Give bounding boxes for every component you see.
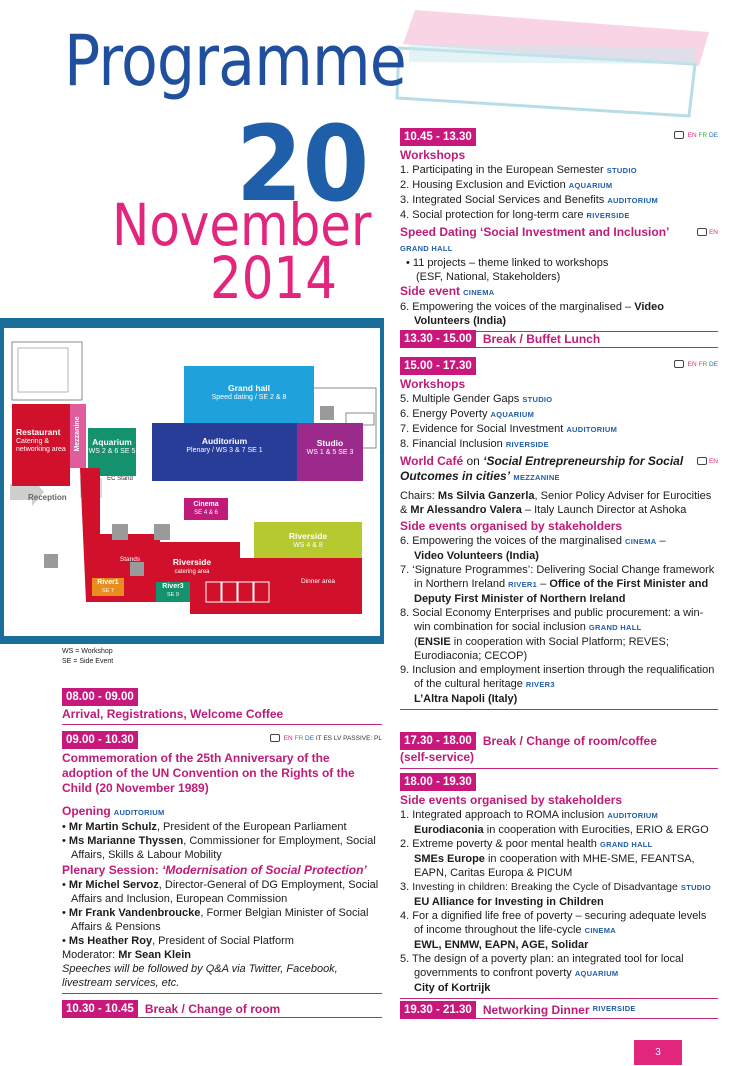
item-text: The design of a poverty plan: an integrated tool for local governments to confront poverty (412, 953, 684, 979)
speaker-name: Mr Martin Schulz (68, 821, 157, 833)
plenary-heading (62, 863, 382, 878)
session-timebar (62, 731, 382, 749)
speaker-name: Ms Heather Roy (68, 935, 153, 947)
item-number: 7. (400, 423, 410, 435)
lang: EN (708, 458, 718, 465)
venue-tag: STUDIO (680, 883, 712, 892)
lang: DE (305, 735, 315, 742)
session-timebar (400, 1001, 718, 1019)
session-time: 10.30 - 10.45 (62, 1000, 138, 1018)
interpretation-icon (270, 734, 280, 742)
session-title: Networking Dinner (482, 1003, 590, 1017)
side-event-item (400, 952, 718, 995)
session-time: 15.00 - 17.30 (400, 357, 476, 375)
item-text: ‘Signature Programmes’: Delivering Social Change framework in Northern Ireland (412, 564, 715, 590)
session-time: 08.00 - 09.00 (62, 688, 138, 706)
map-stands (110, 556, 150, 566)
session-time: 13.30 - 15.00 (400, 330, 476, 348)
session-title: Commemoration of the 25th Anniversary of the adoption of the UN Convention on the Rights of the Child (20 November 1989) (62, 751, 355, 795)
item-number: 1. (400, 809, 410, 821)
item-org: Eurodiaconia (414, 824, 484, 836)
side-event-heading: Side event (400, 284, 461, 298)
venue-tag: AUDITORIUM (607, 196, 659, 205)
speaker-role: , Commissioner for Employment, Social Affairs, Skills & Labour Mobility (71, 835, 376, 861)
room-name: Riverside (288, 531, 328, 541)
divider (400, 709, 718, 710)
lang: EN (708, 229, 718, 236)
room-sub: Catering & networking area (16, 437, 66, 453)
session-1045 (400, 128, 718, 332)
map-corridor (0, 318, 384, 644)
workshop-item (400, 193, 718, 208)
session-timebar (62, 1000, 382, 1018)
venue-tag: CINEMA (584, 926, 616, 935)
item-number: 6. (400, 301, 410, 313)
item-text: Multiple Gender Gaps (412, 393, 520, 405)
opening-label: Opening (62, 804, 111, 818)
lang: EN (687, 132, 697, 139)
room-name: Grand hall (227, 383, 271, 393)
item-number: 3. (400, 881, 410, 893)
session-title: Break / Change of room/coffee (482, 734, 657, 748)
room-sub: WS 1 & 5 SE 3 (306, 448, 354, 456)
map-reception (28, 493, 88, 507)
item-text: Inclusion and employment insertion through the requalification of the cultural heritage (412, 664, 715, 690)
map-dinner-area (290, 578, 346, 588)
session-1030 (62, 1000, 382, 1018)
room-sub: SE 4 & 6 (194, 510, 218, 517)
venue-tag: MEZZANINE (513, 473, 560, 482)
item-text: Integrated approach to ROMA inclusion (412, 809, 605, 821)
session-timebar (400, 773, 718, 791)
reception-label: Reception (28, 493, 67, 502)
map-room-river3 (156, 582, 190, 602)
item-suffix: – (656, 535, 666, 547)
item-number: 4. (400, 209, 410, 221)
room-sub: Speed dating / SE 2 & 8 (211, 393, 287, 401)
item-text: Integrated Social Services and Benefits (412, 194, 605, 206)
side-event-item (400, 300, 718, 328)
session-title: Break / Buffet Lunch (482, 332, 601, 346)
item-number: 3. (400, 194, 410, 206)
room-name: River3 (162, 583, 184, 590)
item-text: Extreme poverty & poor mental health (412, 838, 597, 850)
lang: IT (315, 735, 322, 742)
speaker-role: , President of Social Platform (152, 935, 294, 947)
venue-tag: RIVER3 (525, 680, 555, 689)
world-cafe-on: on (463, 454, 484, 468)
item-number: 8. (400, 607, 410, 619)
speaker-item: • Ms Heather Roy, President of Social Platform (62, 935, 294, 947)
session-1500 (400, 357, 718, 710)
lang: LV (333, 735, 342, 742)
divider (400, 768, 718, 769)
venue-tag: GRAND HALL (588, 623, 642, 632)
legend-ws: WS = Workshop (62, 648, 113, 655)
side-event-item (400, 534, 718, 563)
item-org: City of Kortrijk (414, 982, 491, 994)
session-1930 (400, 1001, 718, 1019)
room-name: Cinema (193, 501, 219, 508)
page-title: Programme (64, 20, 406, 102)
item-number: 5. (400, 953, 410, 965)
item-text: Social protection for long-term care (412, 209, 584, 221)
side-event-item (400, 563, 718, 606)
session-time: 18.00 - 19.30 (400, 773, 476, 791)
moderator-label: Moderator: (62, 949, 119, 961)
world-cafe-title: ‘Social Entrepreneurship for Social Outcomes in cities’ (400, 454, 684, 483)
chairs (400, 489, 718, 517)
session-1730 (400, 732, 718, 769)
plenary-title: ‘Modernisation of Social Protection’ (162, 863, 367, 877)
workshop-item (400, 208, 718, 223)
interpretation-icon (697, 228, 707, 236)
room-name: Aquarium (92, 437, 132, 447)
venue-tag: RIVERSIDE (586, 211, 630, 220)
workshops-heading: Workshops (400, 148, 466, 162)
speaker-name: Mr Michel Servoz (68, 879, 159, 891)
divider (62, 724, 382, 725)
session-time: 10.45 - 13.30 (400, 128, 476, 146)
item-number: 8. (400, 438, 410, 450)
room-name: Restaurant (16, 427, 61, 437)
item-number: 7. (400, 564, 410, 576)
venue-tag: STUDIO (606, 166, 637, 175)
item-org-rest: in cooperation with Eurocities, ERIO & ERGO (483, 824, 709, 836)
workshop-item (400, 178, 718, 193)
item-text: Financial Inclusion (412, 438, 503, 450)
side-events-heading: Side events organised by stakeholders (400, 793, 623, 807)
workshops-heading: Workshops (400, 377, 466, 391)
workshop-item (400, 437, 718, 452)
speaker-item: • Ms Marianne Thyssen, Commissioner for Employment, Social Affairs, Skills & Labour Mobility (62, 835, 376, 861)
moderator-name: Mr Sean Klein (118, 949, 191, 961)
session-1330 (400, 330, 718, 348)
item-org: ENSIE (417, 636, 451, 648)
session-note: Speeches will be followed by Q&A via Twitter, Facebook, livestream services, etc. (62, 963, 338, 989)
legend-se: SE = Side Event (62, 658, 114, 665)
venue-tag: GRAND HALL (400, 244, 453, 253)
side-event-item (400, 909, 718, 952)
map-riverside-catering (160, 558, 224, 580)
chair-name: Mr Alessandro Valera (410, 504, 522, 516)
map-room-river1 (92, 578, 124, 596)
side-event-item (400, 606, 718, 663)
item-number: 2. (400, 838, 410, 850)
venue-tag: AUDITORIUM (113, 808, 165, 817)
session-timebar (400, 128, 718, 146)
speaker-role: , Director-General of DG Employment, Social Affairs and Inclusion, European Commission (71, 879, 379, 905)
item-number: 1. (400, 164, 410, 176)
venue-tag: GRAND HALL (599, 840, 653, 849)
item-number: 9. (400, 664, 410, 676)
workshop-item (400, 407, 718, 422)
session-title: Arrival, Registrations, Welcome Coffee (62, 707, 284, 721)
date-month: November (112, 191, 372, 259)
map-legend (62, 647, 113, 667)
session-0800 (62, 688, 382, 725)
speed-dating-heading (400, 225, 718, 240)
session-1800 (400, 773, 718, 999)
session-timebar (400, 357, 718, 375)
workshop-item (400, 392, 718, 407)
lang: EN (687, 361, 697, 368)
item-org-rest: in cooperation with Social Platform; REVES; Eurodiaconia; CECOP) (414, 636, 669, 662)
item-text: Housing Exclusion and Eviction (412, 179, 566, 191)
venue-tag: RIVERSIDE (592, 1004, 636, 1013)
item-org: Video Volunteers (India) (414, 301, 664, 327)
item-text: Empowering the voices of the marginalised – (412, 301, 635, 313)
venue-tag: RIVER1 (508, 580, 538, 589)
workshop-item (400, 163, 718, 178)
side-event-item (400, 663, 718, 706)
session-timebar (400, 732, 718, 750)
room-sub: WS 2 & 6 SE 5 (88, 447, 136, 455)
item-text: Participating in the European Semester (412, 164, 604, 176)
language-list (674, 359, 718, 371)
side-events-heading: Side events organised by stakeholders (400, 519, 623, 533)
room-sub: catering area (174, 568, 210, 575)
speaker-role: , President of the European Parliament (156, 821, 347, 833)
item-number: 4. (400, 910, 410, 922)
item-org: EWL, ENMW, EAPN, AGE, Solidar (414, 939, 589, 951)
speed-item: • 11 projects – theme linked to workshops (406, 257, 609, 269)
item-text: For a dignified life free of poverty – securing adequate levels of income throughout the life-cycle (412, 910, 707, 936)
chair-name: Ms Silvia Ganzerla (437, 490, 535, 502)
speaker-role: , Former Belgian Minister of Social Affairs & Pensions (71, 907, 369, 933)
item-text: Social Economy Enterprises and public procurement: a win-win combination for social inclusion (412, 607, 704, 633)
session-time: 09.00 - 10.30 (62, 731, 138, 749)
interpretation-icon (674, 360, 684, 368)
language-list (697, 456, 718, 468)
session-time: 19.30 - 21.30 (400, 1001, 476, 1019)
lang: FR (698, 361, 708, 368)
ec-stand-label: EC Stand (107, 476, 133, 482)
side-event-item (400, 837, 718, 880)
item-text: Investing in children: Breaking the Cycle of Disadvantage (412, 881, 678, 893)
lang: DE (708, 132, 718, 139)
chair-role: – Italy Launch Director at Ashoka (521, 504, 687, 516)
room-name: Studio (316, 438, 344, 448)
room-sub: Plenary / WS 3 & 7 SE 1 (186, 446, 263, 454)
room-name: Riverside (172, 558, 212, 567)
venue-map (0, 318, 384, 644)
venue-tag: AQUARIUM (490, 410, 535, 419)
session-0900 (62, 731, 382, 994)
speed-dating-label: Speed Dating ‘Social Investment and Inclusion’ (400, 225, 670, 239)
venue-tag: AQUARIUM (574, 969, 619, 978)
room-sub: SE 9 (167, 592, 179, 599)
item-org: Video Volunteers (India) (414, 550, 539, 562)
language-list (270, 733, 382, 745)
world-cafe-heading (400, 454, 718, 485)
room-sub: WS 4 & 8 (293, 541, 323, 549)
session-timebar (62, 688, 382, 706)
speed-item-detail: (ESF, National, Stakeholders) (416, 271, 561, 283)
decorative-shapes (395, 8, 715, 118)
session-title-cont: (self-service) (400, 750, 475, 764)
chair-role: , Senior Policy Adviser for Eurocities & (400, 490, 712, 516)
divider (62, 993, 382, 994)
date-day: 20 (236, 103, 370, 225)
item-text: Evidence for Social Investment (412, 423, 564, 435)
interpretation-icon (674, 131, 684, 139)
session-timebar (400, 330, 718, 348)
room-name: Mezzanine (73, 416, 81, 452)
lang: PASSIVE: PL (343, 735, 382, 742)
speaker-item: • Mr Martin Schulz, President of the European Parliament (62, 821, 347, 833)
room-sub: SE 7 (102, 588, 114, 595)
item-org-rest: in cooperation with MHE-SME, FEANTSA, EAPN, Caritas Europa & PICUM (414, 853, 695, 879)
side-event-item (400, 808, 718, 837)
item-number: 2. (400, 179, 410, 191)
venue-tag: STUDIO (522, 395, 553, 404)
item-number: 6. (400, 535, 410, 547)
venue-tag: CINEMA (463, 288, 495, 297)
stands-label: Stands (119, 556, 141, 563)
venue-tag: CINEMA (625, 537, 657, 546)
moderator (62, 948, 382, 962)
dinner-area-label: Dinner area (301, 578, 335, 585)
item-text: Energy Poverty (412, 408, 488, 420)
item-org: Office of the First Minister and Deputy First Minister of Northern Ireland (414, 578, 709, 605)
venue-tag: RIVERSIDE (505, 440, 549, 449)
lang: FR (294, 735, 304, 742)
interpretation-icon (697, 457, 707, 465)
venue-tag: AQUARIUM (568, 181, 613, 190)
room-name: Auditorium (201, 436, 248, 446)
workshop-item (400, 422, 718, 437)
session-title: Break / Change of room (144, 1002, 281, 1016)
chairs-label: Chairs: (400, 490, 438, 502)
item-org-prefix: ( (414, 636, 418, 648)
lang: DE (708, 361, 718, 368)
item-org: SMEs Europe (414, 853, 485, 865)
item-number: 6. (400, 408, 410, 420)
lang: ES (323, 735, 332, 742)
venue-tag: AUDITORIUM (566, 425, 618, 434)
venue-tag: AUDITORIUM (607, 811, 659, 820)
speaker-name: Mr Frank Vandenbroucke (68, 907, 201, 919)
lang: EN (283, 735, 293, 742)
language-list (697, 227, 718, 239)
speaker-name: Ms Marianne Thyssen (68, 835, 184, 847)
item-org: L’Altra Napoli (Italy) (414, 693, 518, 705)
session-time: 17.30 - 18.00 (400, 732, 476, 750)
item-org: EU Alliance for Investing in Children (414, 896, 604, 908)
item-text: Empowering the voices of the marginalised (412, 535, 622, 547)
side-event-item (400, 880, 718, 909)
page-number: 3 (634, 1040, 682, 1065)
item-suffix: – (537, 578, 550, 590)
language-list (674, 130, 718, 142)
lang: FR (698, 132, 708, 139)
world-cafe-label: World Café (400, 454, 464, 468)
item-number: 5. (400, 393, 410, 405)
speaker-item: • Mr Michel Servoz, Director-General of DG Employment, Social Affairs and Inclusion, European Commission (62, 879, 379, 905)
plenary-label: Plenary Session: (62, 863, 163, 877)
date-year: 2014 (210, 244, 337, 312)
divider (400, 998, 718, 999)
room-name: River1 (97, 579, 119, 586)
speaker-item: • Mr Frank Vandenbroucke, Former Belgian Minister of Social Affairs & Pensions (62, 907, 369, 933)
